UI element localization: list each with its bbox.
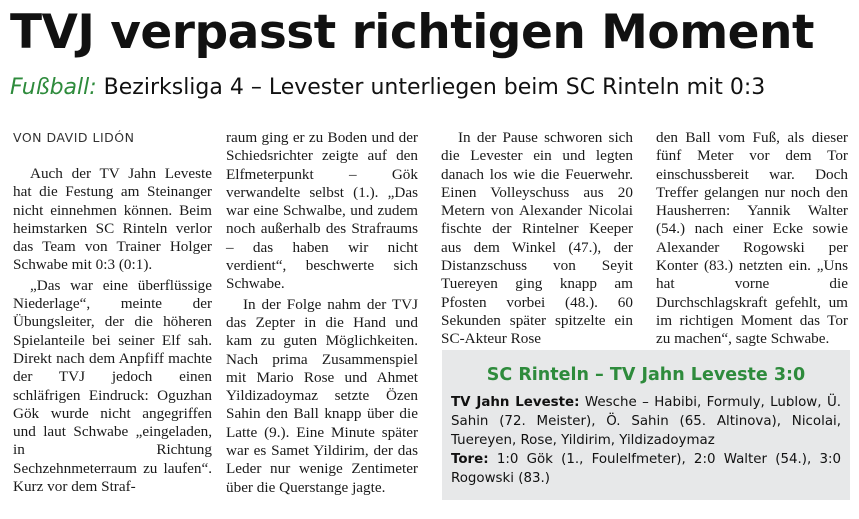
byline: VON DAVID LIDÓN (13, 130, 135, 145)
match-result-title: SC Rinteln – TV Jahn Leveste 3:0 (486, 365, 806, 385)
paragraph: den Ball vom Fuß, als dieser fünf Meter vor dem Tor einschussbereit war. Doch Treffer gelangen nur noch den Hausherren: Yannik Walter (54.) nach einer Ecke sowie Alexander Rogowski per Konter (83.) netzten ein. „Uns hat vorne die Durchschlagskraft gefehlt, um im richtigen Moment das Tor zu machen“, sagte Schwabe. (656, 129, 848, 348)
paragraph: Auch der TV Jahn Leveste hat die Festung am Steinanger nicht einnehmen können. Beim heimstarken SC Rinteln verlor das Team von Trainer Holger Schwabe mit 0:3 (0:1). (13, 165, 212, 274)
goals (451, 450, 841, 488)
article-column-3 (441, 129, 633, 349)
article-column-2 (226, 129, 418, 497)
match-info-box (442, 350, 850, 500)
article-column-1 (13, 129, 212, 496)
paragraph: raum ging er zu Boden und der Schiedsrichter zeigte auf den Elfmeterpunkt – Gök verwandelte selbst (1.). „Das war eine Schwalbe, und zudem noch außerhalb des Strafraums – das haben wir nicht verdient“, beschwerte sich Schwabe. (226, 129, 418, 293)
lineup-text: Wesche – Habibi, Formuly, Lublow, Ü. Sahin (72. Meister), Ö. Sahin (65. Altinova), Nicolai, Tuereyen, Rose, Yildirim, Yildizadoymaz (451, 395, 841, 448)
paragraph: „Das war eine überflüssige Niederlage“, meinte der Übungsleiter, der die höheren Spielanteile bei seiner Elf sah. Direkt nach dem Anpfiff machte der TVJ jedoch einen schläfrigen Eindruck: Oguzhan Gök wurde nicht angegriffen und laut Schwabe „eingeladen, in Richtung Sechzehnmeterraum zu laufen“. Kurz vor dem Straf- (13, 276, 212, 496)
goals-text: 1:0 Gök (1., Foulelfmeter), 2:0 Walter (54.), 3:0 Rogowski (83.) (451, 452, 841, 486)
section-kicker: Fußball: (10, 75, 97, 100)
lineup-label: TV Jahn Leveste: (451, 395, 580, 410)
lineup (451, 393, 841, 450)
article-column-4 (656, 129, 848, 349)
headline: TVJ verpasst richtigen Moment (10, 5, 814, 60)
paragraph: In der Pause schworen sich die Levester ein und legten danach los wie die Feuerwehr. Einen Volleyschuss aus 20 Metern von Alexander Nicolai fischte der Rintelner Keeper aus dem Winkel (47.), der Distanzschuss von Seyit Tuereyen ging knapp am Pfosten vorbei (48.). 60 Sekunden später spitzelte ein SC-Akteur Rose (441, 129, 633, 348)
subheadline-text: Bezirksliga 4 – Levester unterliegen beim SC Rinteln mit 0:3 (103, 75, 766, 100)
subheadline (10, 70, 855, 106)
goals-label: Tore: (451, 452, 489, 467)
paragraph: In der Folge nahm der TVJ das Zepter in die Hand und kam zu guten Möglichkeiten. Nach prima Zusammenspiel mit Mario Rose und Ahmet Yildizadoymaz setzte Özen Sahin den Ball knapp über die Latte (9.). Eine Minute später war es Samet Yildirim, der das Leder nur wenige Zentimeter über die Querstange jagte. (226, 295, 418, 496)
